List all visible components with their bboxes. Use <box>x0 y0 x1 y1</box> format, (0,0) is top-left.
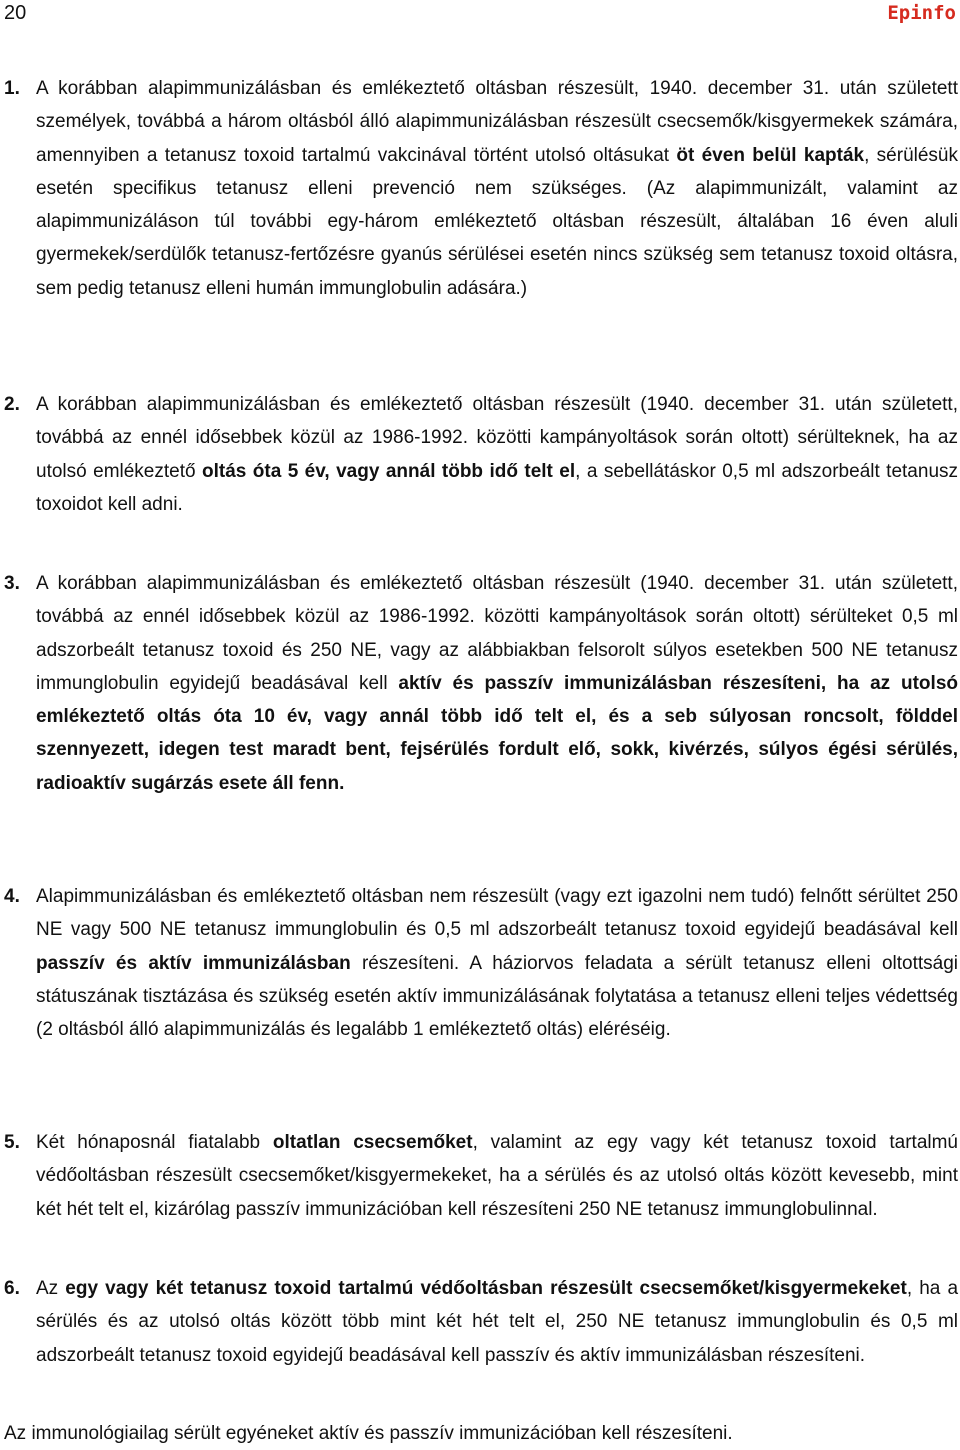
list-item <box>0 567 960 872</box>
item-text: A korábban alapimmunizálásban és emlékeztető oltásban részesült (1940. december 31. után született, továbbá az ennél idősebbek közül az 1986-1992. közötti kampányoltások során oltott) sérülteket 0,5 ml adszorbeált tetanusz toxoid és 250 NE, vagy az alábbiakban felsorolt súlyos esetekben 500 NE tetanusz immunglobulin egyidejű beadásával kell aktív és passzív immunizálásban részesíteni, ha az utolsó emlékeztető oltás óta 10 év, vagy annál több idő telt el, és a seb súlyosan roncsolt, földdel szennyezett, idegen test maradt bent, fejsérülés fordult elő, sokk, kivérzés, súlyos égési sérülés, radioaktív sugárzás esete áll fenn. <box>36 573 958 794</box>
item-text: Két hónaposnál fiatalabb oltatlan csecsemőket, valamint az egy vagy két tetanusz toxoid tartalmú védőoltásban részesült csecsemőket/kisgyermekeket, ha a sérülés és az utolsó oltás között kevesebb, mint két hét telt el, kizárólag passzív immunizációban kell részesíteni 250 NE tetanusz immunglobulinnal. <box>36 1132 958 1220</box>
item-text: Alapimmunizálásban és emlékeztető oltásban nem részesült (vagy ezt igazolni nem tudó) felnőtt sérültet 250 NE vagy 500 NE tetanusz immunglobulin és 0,5 ml adszorbeált tetanusz toxoid egyidejű beadásával kell passzív és aktív immunizálásban részesíteni. A háziorvos feladata a sérült tetanusz elleni oltottsági státuszának tisztázása és szükség esetén aktív immunizálásának folytatása a tetanusz elleni teljes védettség (2 oltásból álló alapimmunizálás és legalább 1 emlékeztető oltás) eléréséig. <box>36 886 958 1041</box>
list-item <box>0 880 960 1120</box>
item-number: 2. <box>4 394 20 415</box>
footer-note: Az immunológiailag sérült egyéneket aktív és passzív immunizációban kell részesíteni. <box>4 1423 733 1444</box>
page-number: 20 <box>4 2 27 24</box>
item-text: Az egy vagy két tetanusz toxoid tartalmú védőoltásban részesült csecsemőket/kisgyermekeket, ha a sérülés és az utolsó oltás között több mint két hét telt el, 250 NE tetanusz immunglobulin és 0,5 ml adszorbeált tetanusz toxoid egyidejű beadásával kell passzív és aktív immunizálásban részesíteni. <box>36 1278 959 1366</box>
epinfo-logo: Epinfo <box>887 2 956 24</box>
item-text: A korábban alapimmunizálásban és emlékeztető oltásban részesült, 1940. december 31. után született személyek, továbbá a három oltásból álló alapimmunizálásban részesült csecsemők/kisgyermekek számára, amennyiben a tetanusz toxoid tartalmú vakcinával történt utolsó oltásukat öt éven belül kapták, sérülésük esetén specifikus tetanusz elleni prevenció nem szükséges. (Az alapimmunizált, valamint az alapimmunizáláson túl további egy-három emlékeztető oltásban részesült, általában 16 éven aluli gyermekek/serdülők tetanusz-fertőzésre gyanús sérülései esetén nincs szükség sem tetanusz toxoid oltásra, sem pedig tetanusz elleni humán immunglobulin adására.) <box>36 78 958 299</box>
item-number: 3. <box>4 573 20 594</box>
list-item <box>0 1272 960 1412</box>
list-item <box>0 72 960 382</box>
item-number: 5. <box>4 1132 20 1153</box>
item-number: 1. <box>4 78 20 99</box>
item-text: A korábban alapimmunizálásban és emlékeztető oltásban részesült (1940. december 31. után született, továbbá az ennél idősebbek közül az 1986-1992. közötti kampányoltások során oltott) sérülteknek, ha az utolsó emlékeztető oltás óta 5 év, vagy annál több idő telt el, a sebellátáskor 0,5 ml adszorbeált tetanusz toxoidot kell adni. <box>36 394 959 515</box>
item-number: 4. <box>4 886 20 907</box>
list-item <box>0 388 960 558</box>
list-item <box>0 1126 960 1266</box>
item-number: 6. <box>4 1278 20 1299</box>
